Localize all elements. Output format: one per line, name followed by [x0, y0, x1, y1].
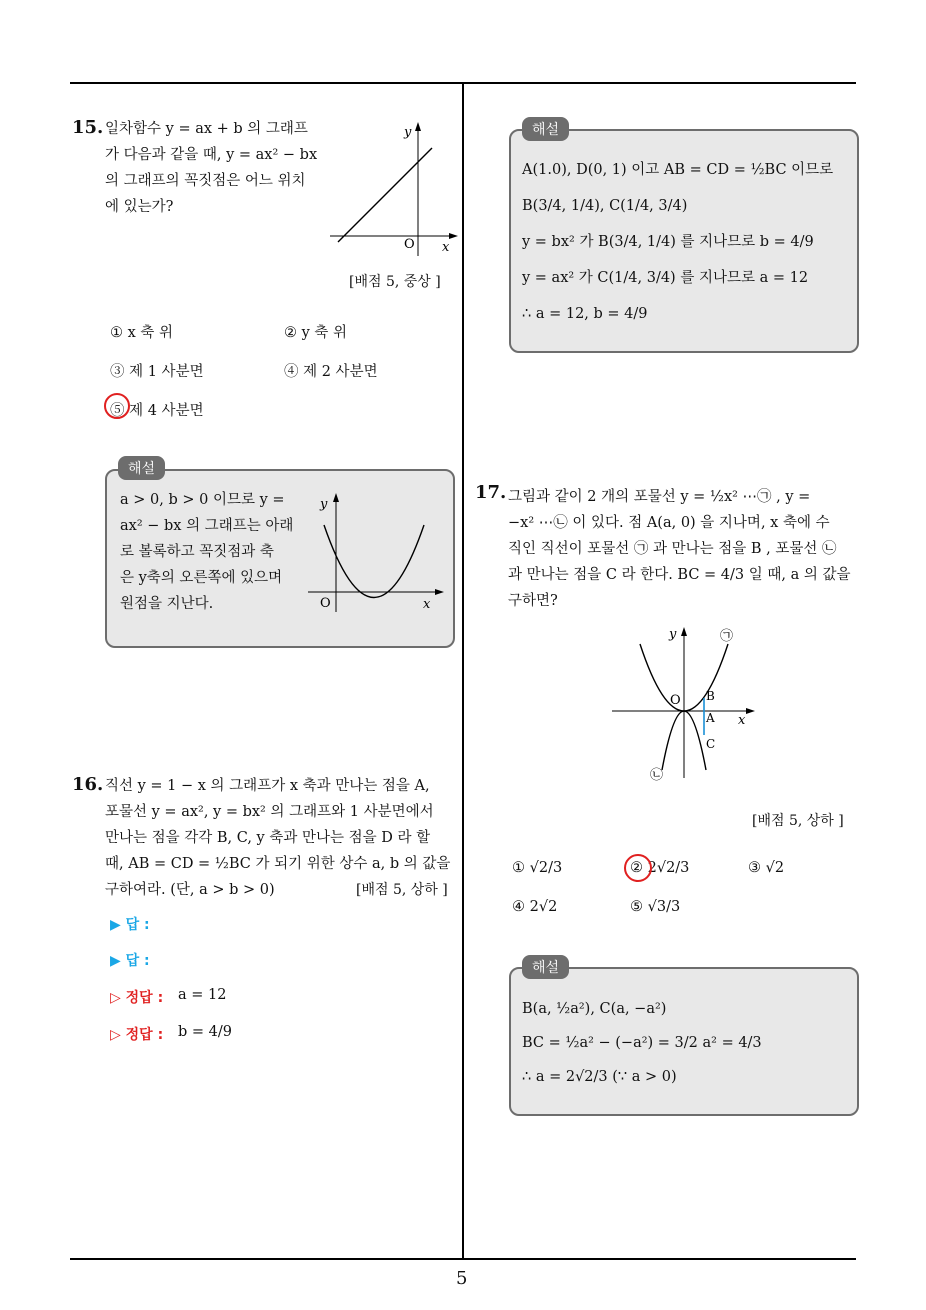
q15-parabola-graph: [308, 490, 448, 615]
q17-solution-line: BC = ½a² − (−a²) = 3/2 a² = 4/3: [522, 1035, 762, 1051]
q16-solution-tag: 해설: [522, 117, 569, 141]
q16-solution-line: ∴ a = 12, b = 4/9: [522, 306, 648, 322]
q15-solution-axis-x-label: x: [423, 597, 431, 612]
q16-line: 때, AB = CD = ½BC 가 되기 위한 상수 a, b 의 값을: [105, 856, 451, 872]
q16-number: 16.: [72, 774, 104, 795]
q17-line: −x² ⋯㉡ 이 있다. 점 A(a, 0) 을 지나며, x 축에 수: [508, 515, 830, 531]
q17-solution-text: [522, 992, 852, 1094]
q17-score: [배점 5, 상하 ]: [752, 813, 844, 829]
q17-solution-tag: 해설: [522, 955, 569, 979]
q17-parabolas-graph: [612, 622, 762, 782]
q17-point-b-label: B: [706, 689, 715, 703]
q15-choice-2[interactable]: ② y 축 위: [284, 325, 348, 341]
bottom-rule: [70, 1258, 856, 1260]
q17-line: 그림과 같이 2 개의 포물선 y = ½x² ⋯㉠ , y =: [508, 489, 811, 505]
q17-answer-circle: [624, 854, 652, 882]
q15-score: [배점 5, 중상 ]: [349, 274, 441, 290]
q17-curve1-label: ㉠: [720, 629, 734, 644]
q15-linear-graph: [330, 118, 460, 258]
q15-choice-5[interactable]: ⑤ 제 4 사분면: [110, 403, 204, 419]
q17-choice-3[interactable]: ③ √2: [748, 860, 785, 876]
q16-score: [배점 5, 상하 ]: [356, 882, 448, 898]
q16-solution-line: A(1.0), D(0, 1) 이고 AB = CD = ½BC 이므로: [522, 162, 834, 178]
q16-line: 구하여라. (단, a > b > 0): [105, 882, 275, 898]
q16-solution-line: y = ax² 가 C(1/4, 3/4) 를 지나므로 a = 12: [522, 270, 809, 286]
q15-axis-x-label: x: [442, 240, 450, 255]
q15-choice-4[interactable]: ④ 제 2 사분면: [284, 364, 378, 380]
q15-line: 에 있는가?: [105, 199, 174, 215]
q17-question: [508, 484, 858, 614]
q15-axis-y-label: y: [404, 125, 412, 140]
q15-solution-origin-label: O: [320, 596, 331, 611]
q17-axis-x-label: x: [738, 713, 746, 728]
q17-choice-1[interactable]: ① √2/3: [512, 860, 563, 876]
q17-origin-label: O: [670, 693, 681, 708]
q16-correct-label-2: ▷ 정답 :: [110, 1027, 164, 1043]
q15-solution-line: a > 0, b > 0 이므로 y =: [120, 492, 285, 508]
q15-solution-line: 은 y축의 오른쪽에 있으며: [120, 570, 283, 586]
q17-point-a-label: A: [706, 711, 715, 725]
q15-question: [105, 116, 320, 220]
q15-solution-line: ax² − bx 의 그래프는 아래: [120, 518, 294, 534]
q16-line: 만나는 점을 각각 B, C, y 축과 만나는 점을 D 라 할: [105, 830, 431, 846]
q17-line: 과 만나는 점을 C 라 한다. BC = 4/3 일 때, a 의 값을: [508, 567, 851, 583]
q16-correct-label-1: ▷ 정답 :: [110, 990, 164, 1006]
q16-solution-line: y = bx² 가 B(3/4, 1/4) 를 지나므로 b = 4/9: [522, 234, 814, 250]
q16-answer-label-1: ▶ 답 :: [110, 917, 150, 933]
q15-solution-axis-y-label: y: [320, 497, 328, 512]
q15-line: 일차함수 y = ax + b 의 그래프: [105, 121, 308, 137]
q15-solution-line: 원점을 지난다.: [120, 596, 214, 612]
page-number: 5: [456, 1268, 468, 1289]
q15-choice-1[interactable]: ① x 축 위: [110, 325, 174, 341]
q15-origin-label: O: [404, 237, 415, 252]
q17-line: 구하면?: [508, 593, 558, 609]
q15-line: 가 다음과 같을 때, y = ax² − bx: [105, 147, 318, 163]
q16-answer-label-2: ▶ 답 :: [110, 953, 150, 969]
q17-curve2-label: ㉡: [650, 768, 664, 782]
q16-correct-value-2: b = 4/9: [178, 1024, 232, 1040]
q16-answer-input-1[interactable]: [178, 914, 258, 932]
q16-line: 포물선 y = ax², y = bx² 의 그래프와 1 사분면에서: [105, 804, 434, 820]
q15-solution-tag: 해설: [118, 456, 165, 480]
q16-solution-text: [522, 152, 852, 332]
q16-line: 직선 y = 1 − x 의 그래프가 x 축과 만나는 점을 A,: [105, 778, 430, 794]
q15-number: 15.: [72, 117, 104, 138]
q15-line: 의 그래프의 꼭짓점은 어느 위치: [105, 173, 306, 189]
q17-number: 17.: [475, 482, 507, 503]
q17-point-c-label: C: [706, 737, 716, 751]
q17-axis-y-label: y: [669, 627, 677, 642]
q17-solution-line: B(a, ½a²), C(a, −a²): [522, 1001, 667, 1017]
q17-solution-line: ∴ a = 2√2/3 (∵ a > 0): [522, 1069, 677, 1085]
q15-solution-text: [120, 487, 295, 617]
q16-correct-value-1: a = 12: [178, 987, 227, 1003]
q17-choice-5[interactable]: ⑤ √3/3: [630, 899, 681, 915]
q15-answer-circle: [104, 393, 130, 419]
q17-line: 직인 직선이 포물선 ㉠ 과 만나는 점을 B , 포물선 ㉡: [508, 541, 837, 557]
q17-choice-2[interactable]: ② 2√2/3: [630, 860, 690, 876]
q16-solution-line: B(3/4, 1/4), C(1/4, 3/4): [522, 198, 688, 214]
q16-answer-input-2[interactable]: [178, 950, 258, 968]
q15-solution-line: 로 볼록하고 꼭짓점과 축: [120, 544, 274, 560]
column-divider: [462, 82, 464, 1259]
q17-choice-4[interactable]: ④ 2√2: [512, 899, 558, 915]
q15-choice-3[interactable]: ③ 제 1 사분면: [110, 364, 204, 380]
